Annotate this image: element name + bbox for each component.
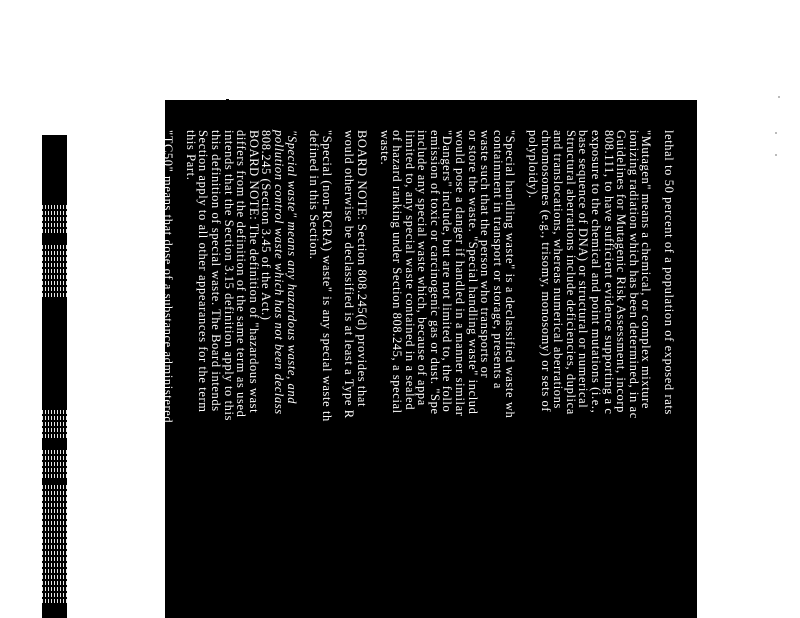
strip-texture [42, 456, 67, 460]
strip-texture [42, 515, 67, 519]
document-paragraph [149, 130, 174, 618]
strip-texture [42, 569, 67, 573]
strip-texture [42, 587, 67, 591]
scan-artifact-dot [226, 99, 229, 102]
document-line: pollution control waste which has not been declass [271, 130, 286, 415]
strip-texture [42, 450, 67, 454]
document-line: polyploidy). [526, 130, 541, 199]
document-line: "Mutagen" means a chemical, or complex mixture [639, 130, 654, 410]
strip-texture [42, 575, 67, 579]
document-line: defined in this Section. [307, 130, 322, 260]
strip-texture [42, 599, 67, 603]
strip-texture [42, 281, 67, 285]
document-line: base sequence of DNA) or structural or numerical [576, 130, 591, 409]
strip-texture [42, 527, 67, 531]
scan-speck [775, 154, 777, 156]
strip-texture [42, 223, 67, 227]
document-line: limited to, any special waste contained in a sealed [402, 130, 417, 411]
document-line: intends that the Section 3.15 definition apply to this [221, 130, 236, 422]
strip-texture [42, 287, 67, 291]
document-line: or store the waste. "Special handling waste" includ [465, 130, 480, 415]
strip-texture [42, 245, 67, 249]
document-line: Guidelines for Mutagenic Risk Assessment, incorp [614, 130, 629, 413]
document-line: containment in transport or storage, presents a [490, 130, 505, 390]
strip-texture [42, 545, 67, 549]
strip-texture [42, 205, 67, 209]
strip-texture [42, 462, 67, 466]
scanned-document-page [148, 100, 697, 618]
strip-texture [42, 263, 67, 267]
strip-texture [42, 275, 67, 279]
side-scan-strip [42, 135, 67, 618]
strip-texture [42, 539, 67, 543]
strip-texture [42, 521, 67, 525]
document-line: include any special waste which, because of appa [415, 130, 430, 406]
scan-speck [778, 96, 780, 98]
document-line: of hazard ranking under Section 808.245, a special [390, 130, 405, 414]
document-line: produces toxic effects in 50 percent of a population [148, 130, 163, 418]
strip-texture [42, 533, 67, 537]
strip-texture [42, 581, 67, 585]
document-line: emission of toxic or carcinogenic gas or dust. "Spe [427, 130, 442, 415]
document-line: Structural aberrations include deficiencies, duplica [563, 130, 578, 415]
document-line: ionizing radiation which has been determined, in ac [626, 130, 641, 419]
strip-texture [42, 485, 67, 489]
document-paragraph [662, 130, 675, 618]
document-paragraph [526, 130, 652, 618]
document-line: 808.245 (Section 3.45 of the Act.) [259, 130, 274, 321]
document-line: Section apply to all other appearances for the term [196, 130, 211, 413]
document-line: "Dangers" include, but are not limited to, the follo [440, 130, 455, 413]
document-line: BOARD NOTE: The definition of "hazardous wast [246, 130, 261, 414]
document-paragraph [184, 130, 297, 618]
scan-speck [775, 132, 777, 134]
document-line: differs from the definition of the same term as used [234, 130, 249, 418]
document-line: would pose a danger if handled in a manner similar [453, 130, 468, 417]
strip-texture [42, 416, 67, 420]
strip-texture [42, 269, 67, 273]
document-line: exposure to the chemical and point mutations (i.e., [589, 130, 604, 414]
strip-texture [42, 563, 67, 567]
strip-texture [42, 503, 67, 507]
strip-texture [42, 497, 67, 501]
strip-texture [42, 293, 67, 297]
document-line: "TC50" means that dose of a substance administered [161, 130, 176, 424]
strip-texture [42, 468, 67, 472]
strip-texture [42, 557, 67, 561]
document-line: "Special (non-RCRA) waste" is any special waste th [319, 130, 334, 422]
strip-texture [42, 491, 67, 495]
strip-texture [42, 251, 67, 255]
rotated-document-text [148, 100, 697, 618]
strip-texture [42, 257, 67, 261]
document-line: lethal to 50 percent of a population of exposed rats [662, 130, 676, 415]
strip-texture [42, 211, 67, 215]
strip-texture [42, 593, 67, 597]
document-line: this definition of special waste. The Board intends [209, 130, 223, 412]
strip-texture [42, 551, 67, 555]
document-line: waste. [377, 130, 392, 166]
strip-texture [42, 229, 67, 233]
document-line: BOARD NOTE: Section 808.245(d) provides that [354, 130, 369, 408]
document-paragraph [378, 130, 517, 618]
strip-texture [42, 410, 67, 414]
strip-texture [42, 422, 67, 426]
strip-texture [42, 217, 67, 221]
strip-texture [42, 434, 67, 438]
strip-texture [42, 474, 67, 478]
document-line: would otherwise be declassified is at least a Type R [342, 130, 357, 419]
document-line: and translocations, whereas numerical aberrations [551, 130, 566, 409]
document-line: "Special handling waste" is a declassified waste wh [503, 130, 518, 419]
document-line: waste such that the person who transports or [478, 130, 493, 379]
document-line: chromosomes (e.g., trisomy, monosomy) or sets of [538, 130, 553, 413]
document-line: this Part. [183, 130, 198, 181]
document-line: 808.111, to have sufficient evidence supporting a c [601, 130, 616, 415]
document-paragraph [343, 130, 368, 618]
document-line: "Special waste" means any hazardous waste, and [284, 130, 299, 405]
strip-texture [42, 428, 67, 432]
document-paragraph [308, 130, 333, 618]
strip-texture [42, 509, 67, 513]
